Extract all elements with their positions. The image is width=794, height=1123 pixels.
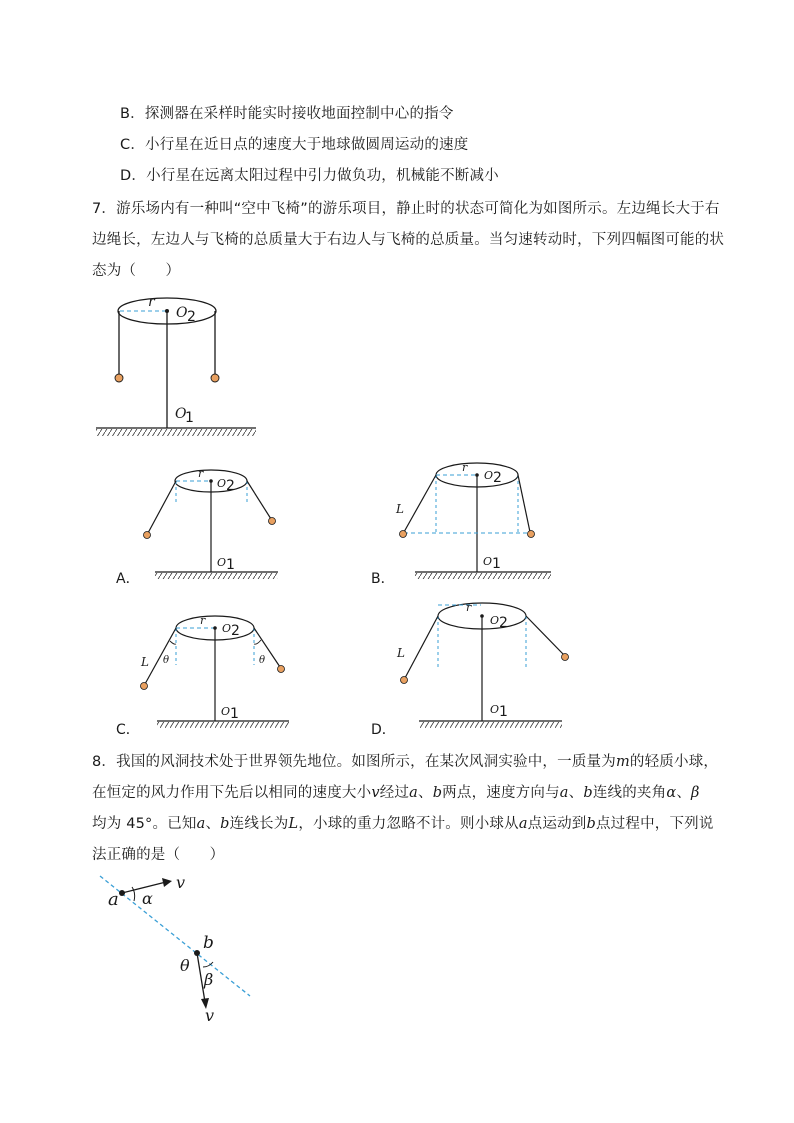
- svg-text:2: 2: [499, 615, 508, 631]
- svg-text:1: 1: [230, 706, 239, 722]
- q8-stem-line1: 8．我国的风洞技术处于世界领先地位。如图所示，在某次风洞实验中，一质量为m的轻质小球，: [92, 754, 719, 770]
- svg-text:1: 1: [226, 557, 235, 573]
- qd-label-l: L: [397, 646, 405, 660]
- q7-label-o1-sub: 1: [185, 410, 194, 426]
- q7-option-a-figure: [144, 467, 279, 579]
- q8-label-v-top: v: [176, 873, 186, 892]
- qb-label-l: L: [396, 502, 404, 516]
- qc-label-theta-left: θ: [163, 655, 170, 666]
- qc-label-l: L: [141, 655, 149, 669]
- q7-stem-line2: 边绳长，左边人与飞椅的总质量大于右边人与飞椅的总质量。当匀速转动时，下列四幅图可能的状: [92, 232, 725, 248]
- svg-text:1: 1: [499, 704, 508, 720]
- qa-label-o2: O: [217, 477, 227, 490]
- qb-label-r: r: [462, 461, 468, 474]
- qc-label-o2: O: [222, 622, 232, 635]
- q8-label-b: b: [203, 933, 214, 953]
- q6-option-d: D．小行星在远离太阳过程中引力做负功，机械能不断减小: [120, 168, 499, 184]
- qc-label-theta-right: θ: [259, 655, 266, 666]
- q7-option-d-label[interactable]: D．: [371, 722, 396, 738]
- q7-option-c-figure: [140, 614, 289, 728]
- q8-label-a: a: [108, 889, 119, 910]
- q8-label-alpha: α: [142, 889, 153, 908]
- q7-option-c-label[interactable]: C．: [116, 722, 140, 738]
- q8-label-beta: β: [204, 970, 214, 989]
- svg-text:2: 2: [493, 470, 502, 486]
- q7-label-o1: O: [175, 406, 187, 422]
- qd-label-o2: O: [490, 614, 500, 627]
- svg-text:2: 2: [231, 623, 240, 639]
- q7-option-d-figure: [396, 601, 569, 728]
- q6-option-b: B．探测器在采样时能实时接收地面控制中心的指令: [120, 106, 454, 122]
- qb-label-o2: O: [484, 469, 494, 482]
- q7-label-o2: O: [176, 305, 188, 321]
- qd-label-o1: O: [490, 703, 500, 716]
- q8-stem-line2: 在恒定的风力作用下先后以相同的速度大小v经过a、b两点，速度方向与a、b连线的夹角α、β: [92, 785, 700, 801]
- qa-label-o1: O: [217, 556, 227, 569]
- q7-stem-line1: 7．游乐场内有一种叫“空中飞椅”的游乐项目，静止时的状态可简化为如图所示。左边绳长大于右: [92, 201, 720, 217]
- q6-option-c: C．小行星在近日点的速度大于地球做圆周运动的速度: [120, 137, 469, 153]
- q7-option-b-figure: [395, 461, 551, 579]
- qa-label-r: r: [198, 467, 204, 480]
- q8-stem-line3: 均为 45°。已知a、b连线长为L，小球的重力忽略不计。则小球从a点运动到b点过程中，下列说: [92, 816, 714, 832]
- q8-label-theta: θ: [180, 956, 190, 975]
- qc-label-r: r: [200, 614, 206, 627]
- svg-text:2: 2: [226, 478, 235, 494]
- q7-stem-line3: 态为（ ）: [92, 263, 181, 279]
- svg-text:1: 1: [492, 556, 501, 572]
- q7-option-b-label[interactable]: B．: [371, 571, 395, 587]
- qb-label-o1: O: [483, 555, 493, 568]
- qd-label-r: r: [466, 601, 472, 614]
- q7-label-o2-sub: 2: [187, 309, 196, 325]
- q7-label-r: r: [148, 294, 155, 310]
- qc-label-o1: O: [221, 705, 231, 718]
- q8-stem-line4: 法正确的是（ ）: [92, 847, 225, 863]
- q8-diagram: [100, 873, 250, 1025]
- q7-option-a-label[interactable]: A．: [116, 571, 140, 587]
- q8-label-v-bottom: v: [205, 1006, 215, 1025]
